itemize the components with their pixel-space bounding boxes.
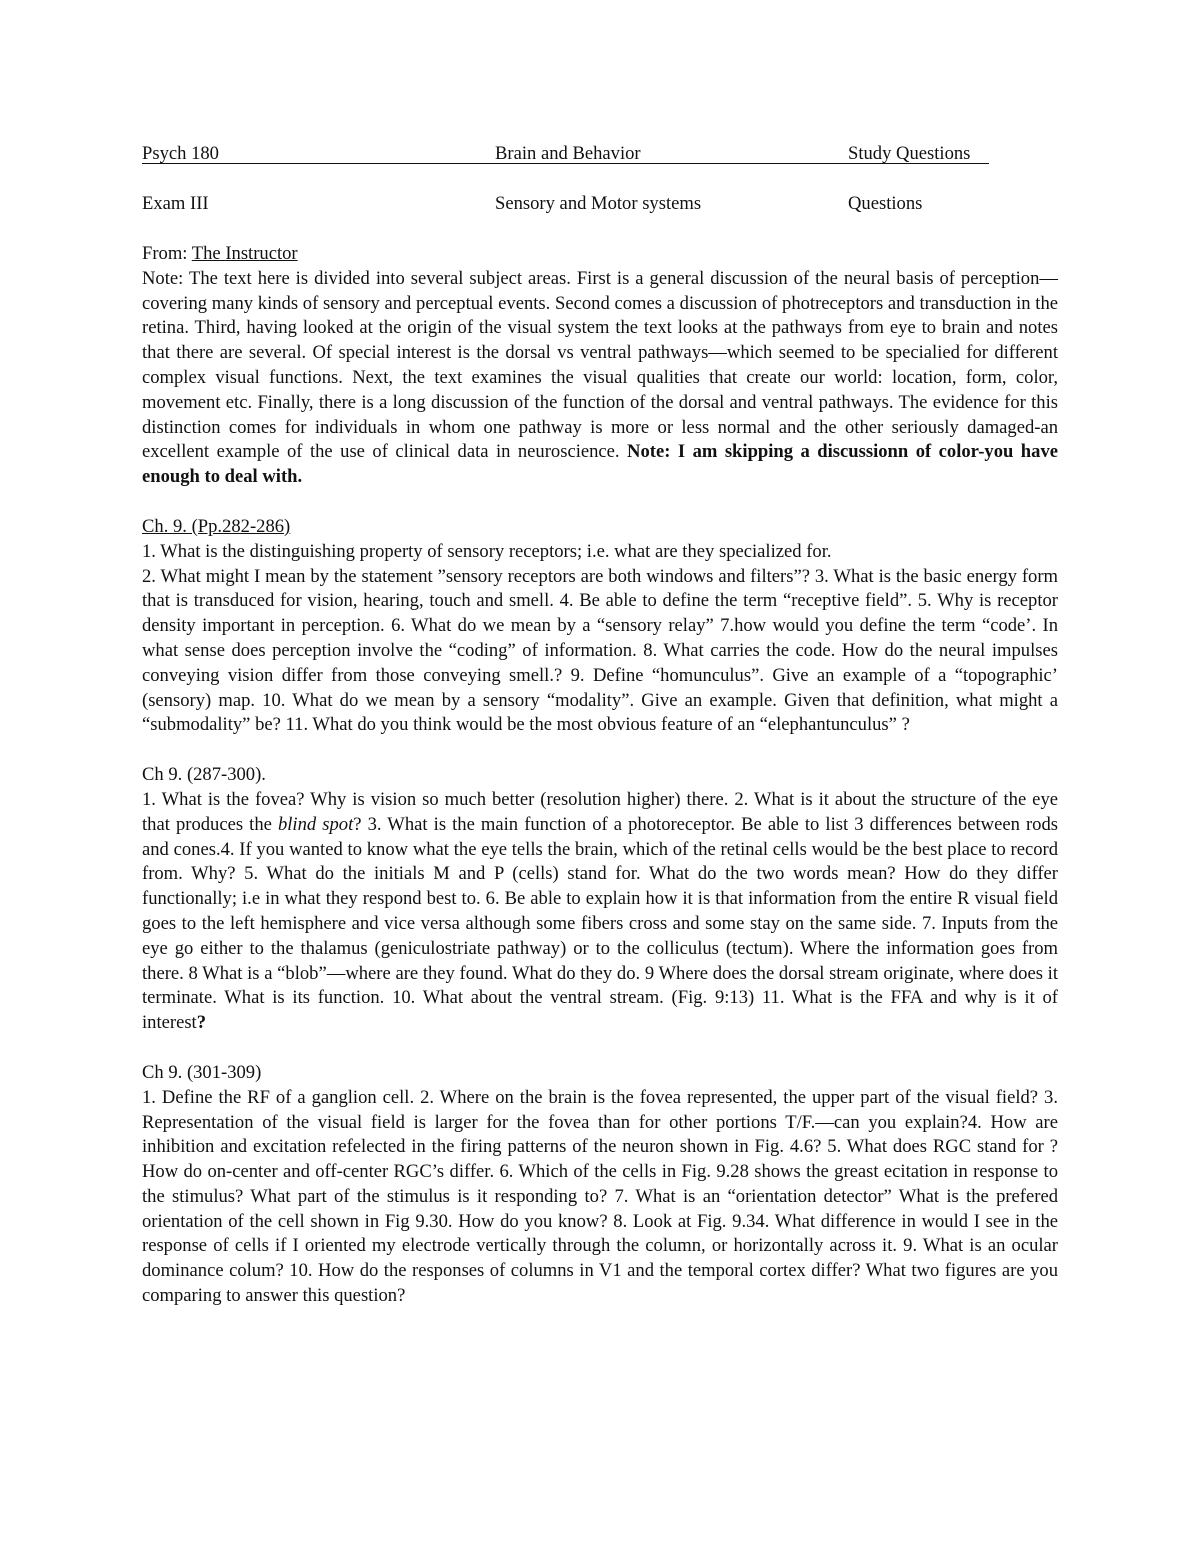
- header-row-course: [142, 142, 1058, 167]
- question-paragraph: [142, 788, 1058, 1036]
- course-title: Brain and Behavior: [495, 143, 641, 164]
- section-title: Ch 9. (301-309): [142, 1061, 262, 1083]
- question-paragraph: 2. What might I mean by the statement ”sensory receptors are both windows and filters”? 3. What is the basic energy form that is transduced for vision, hearing, touch and smell. 4. Be able to define the term “receptive field”. 5. Why is receptor density important in perception. 6. What do we mean by a “sensory relay” 7.how would you define the term “code’. In what sense does perception involve the “coding” of information. 8. What carries the code. How do the neural impulses conveying vision differ from those conveying smell.? 9. Define “homunculus”. Give an example of a “topographic’ (sensory) map. 10. What do we mean by a sensory “modality”. Give an example. Given that definition, what might a “submodality” be? 11. What do you think would be the most obvious feature of an “elephantunculus” ?: [142, 565, 1058, 736]
- document-type: Study Questions: [848, 143, 971, 164]
- note-paragraph: [142, 267, 1058, 490]
- from-label: From:: [142, 243, 192, 264]
- exam-type: Questions: [848, 193, 923, 214]
- note-bold: Note: I am skipping a discussionn of color-you have enough to deal with.: [142, 441, 1058, 488]
- course-name: Psych 180: [142, 143, 219, 164]
- header-row-exam: [142, 192, 1058, 217]
- from-name: The Instructor: [191, 243, 298, 264]
- note-text: Note: The text here is divided into several subject areas. First is a general discussion of the neural basis of perception—covering many kinds of sensory and perceptual events. Second comes a discussion of photreceptors and transduction in the retina. Third, having looked at the origin of the visual system the text looks at the pathways from eye to brain and notes that there are several. Of special interest is the dorsal vs ventral pathways—which seemed to be specialied for different complex visual functions. Next, the text examines the visual qualities that create our world: location, form, color, movement etc. Finally, there is a long discussion of the function of the dorsal and ventral pathways. The evidence for this distinction comes for individuals in whom one pathway is more or less normal and the other seriously damaged-an excellent example of the use of clinical data in neuroscience.: [142, 267, 1058, 463]
- document-page: [142, 142, 1058, 1309]
- exam-name: Exam III: [142, 193, 209, 214]
- question-text-a: 1. What is the fovea? Why is vision so much better (resolution higher) there. 2. What is it about the structure of the eye that produces the: [142, 788, 1058, 835]
- from-line: [142, 242, 1058, 267]
- question-line: 1. What is the distinguishing property of sensory receptors; i.e. what are they specialized for.: [142, 540, 832, 562]
- question-emphasis: blind spot: [277, 813, 354, 835]
- section-ch9-287: [142, 763, 1058, 1036]
- exam-topic: Sensory and Motor systems: [495, 193, 702, 214]
- question-text-b: ? 3. What is the main function of a photoreceptor. Be able to list 3 differences between rods and cones.4. If you wanted to know what the eye tells the brain, which of the retinal cells would be the best place to record from. Why? 5. What do the initials M and P (cells) stand for. What do the two words mean? How do they differ functionally; i.e in what they respond best to. 6. Be able to explain how it is that information from the entire R visual field goes to the left hemisphere and vice versa although some fibers cross and some stay on the same side. 7. Inputs from the eye go either to the thalamus (geniculostriate pathway) or to the colliculus (tectum). Where the information goes from there. 8 What is a “blob”—where are they found. What do they do. 9 Where does the dorsal stream originate, where does it terminate. What is its function. 10. What about the ventral stream. (Fig. 9:13) 11. What is the FFA and why is it of interest: [142, 813, 1058, 1034]
- section-title: Ch. 9. (Pp.282-286): [142, 515, 291, 537]
- question-paragraph: 1. Define the RF of a ganglion cell. 2. Where on the brain is the fovea represented, the upper part of the visual field? 3. Representation of the visual field is larger for the fovea than for other portions T/F.—can you explain?4. How are inhibition and excitation refelected in the firing patterns of the neuron shown in Fig. 4.6? 5. What does RGC stand for ? How do on-center and off-center RGC’s differ. 6. Which of the cells in Fig. 9.28 shows the greast ecitation in response to the stimulus? What part of the stimulus is it responding to? 7. What is an “orientation detector” What is the prefered orientation of the cell shown in Fig 9.30. How do you know? 8. Look at Fig. 9.34. What difference in would I see in the response of cells if I oriented my electrode vertically through the column, or horizontally across it. 9. What is an ocular dominance colum? 10. How do the responses of columns in V1 and the temporal cortex differ? What two figures are you comparing to answer this question?: [142, 1086, 1058, 1307]
- section-ch9-282: [142, 515, 1058, 738]
- section-ch9-301: [142, 1061, 1058, 1309]
- question-mark: ?: [196, 1012, 207, 1034]
- section-title: Ch 9. (287-300).: [142, 764, 266, 786]
